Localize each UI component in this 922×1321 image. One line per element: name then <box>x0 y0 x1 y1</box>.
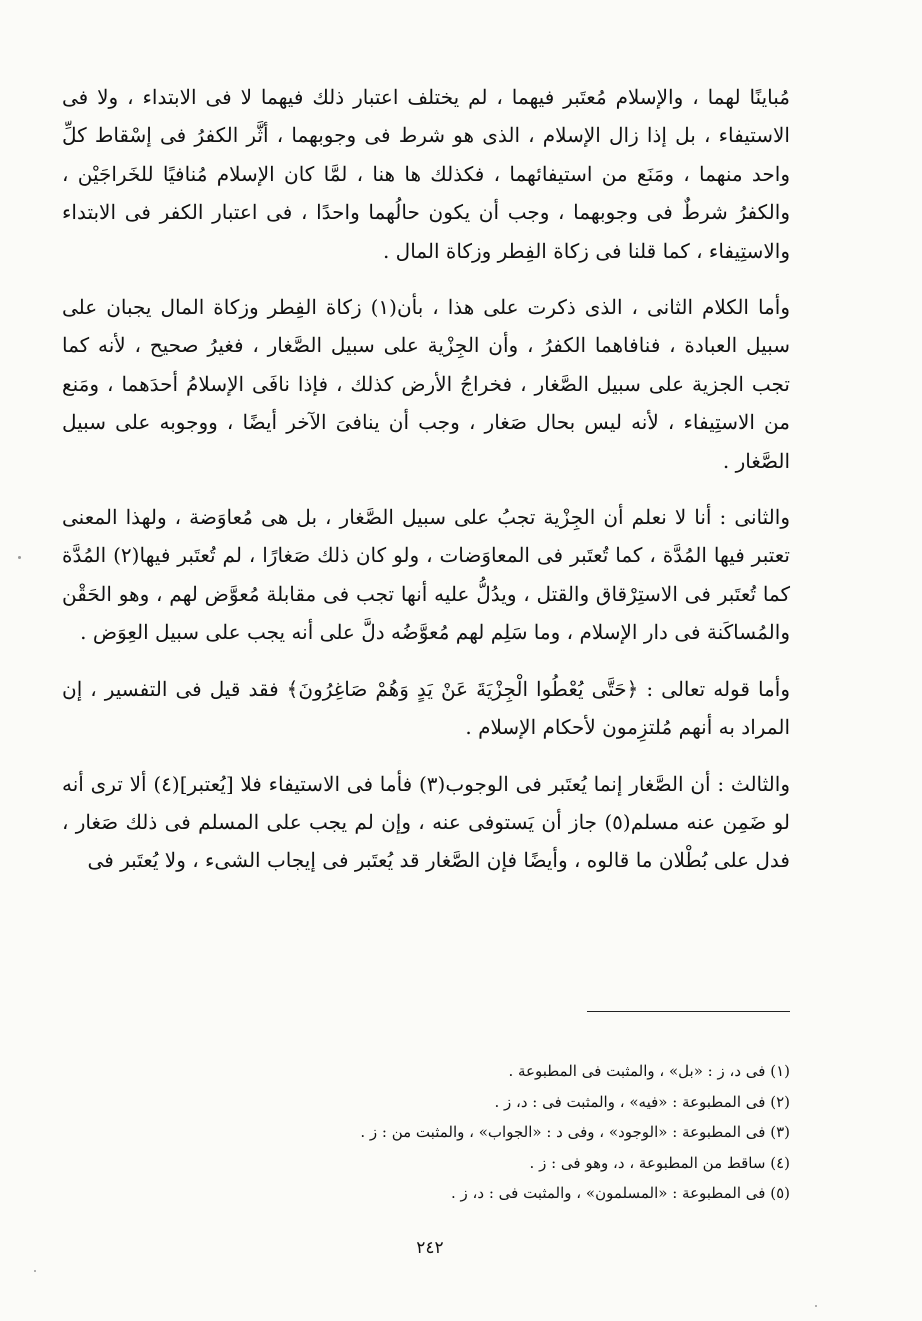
scan-speck <box>815 1305 817 1307</box>
page-number: ٢٤٢ <box>416 1238 444 1258</box>
footnotes <box>300 1056 790 1209</box>
footnote: (٣) فى المطبوعة : «الوجود» ، وفى د : «الجواب» ، والمثبت من : ز . <box>360 1123 790 1142</box>
footnote: (١) فى د، ز : «بل» ، والمثبت فى المطبوعة . <box>508 1062 790 1080</box>
scan-speck <box>34 1270 36 1272</box>
paragraph: والثالث : أن الصَّغار إنما يُعتَبر فى الوجوب(٣) فأما فى الاستيفاء فلا [يُعتبر](٤) ألا ترى أنه لو ضَمِن عنه مسلم(٥) جاز أن يَستوفى عنه ، وإن لم يجب على المسلم فى ذلك صَغار ، فدل على بُطْلان ما قالوه ، وأيضًا فإن الصَّغار قد يُعتَبر فى إيجاب الشىء ، ولا يُعتَبر فى <box>62 771 790 873</box>
footnote: (٢) فى المطبوعة : «فيه» ، والمثبت فى : د، ز . <box>494 1092 790 1111</box>
footnote-separator <box>587 1011 790 1012</box>
paragraph: وأما الكلام الثانى ، الذى ذكرت على هذا ، بأن(١) زكاة الفِطر وزكاة المال يجبان على سبيل العبادة ، فنافاهما الكفرُ ، وأن الجِزْية على سبيل الصَّغار ، فغيرُ صحيح ، لأنه كما تجب الجزية على سبيل الصَّغار ، فخراجُ الأرض كذلك ، فإذا نافَى الإسلامُ أحدَهما ، ومَنع من الاستِيفاء ، لأنه ليس بحال صَغار ، وجب أن ينافىَ الآخر أيضًا ، ووجوبه على سبيل الصَّغار . <box>62 295 790 473</box>
paragraph: مُباينًا لهما ، والإسلام مُعتَبر فيهما ، لم يختلف اعتبار ذلك فيهما لا فى الابتداء ، ولا فى الاستيفاء ، بل إذا زال الإسلام ، الذى هو شرط فى وجوبهما ، أثَّر الكفرُ فى إسْقاط كلِّ واحد منهما ، ومَنَع من استيفائهما ، فكذلك ها هنا ، لمَّا كان الإسلام مُنافيًا للخَراجَيْن ، والكفرُ شرطٌ فى وجوبهما ، وجب أن يكون حالُهما واحدًا ، فى اعتبار الكفر فى الابتداء والاستِيفاء ، كما قلنا فى زكاة الفِطر وزكاة المال . <box>62 85 790 263</box>
paragraph: والثانى : أنا لا نعلم أن الجِزْية تجبُ على سبيل الصَّغار ، بل هى مُعاوَضة ، ولهذا المعنى تعتبر فيها المُدَّة ، كما تُعتَبر فى المعاوَضات ، ولو كان ذلك صَغارًا ، لم تُعتَبر فيها(٢) المُدَّة كما تُعتَبر فى الاستِرْقاق والقتل ، ويدُلُّ عليه أنها تجب فى مقابلة مُعوَّض لهم ، وهو الحَقْن والمُساكَنة فى دار الإسلام ، وما سَلِم لهم مُعوَّضُه دلَّ على أنه يجب على سبيل العِوَض . <box>62 505 790 645</box>
body-text <box>62 78 790 890</box>
paragraph: وأما قوله تعالى : ﴿حَتَّى يُعْطُوا الْجِزْيَةَ عَنْ يَدٍ وَهُمْ صَاغِرُونَ﴾ فقد قيل فى التفسير ، إن المراد به أنهم مُلتزِمون لأحكام الإسلام . <box>62 676 790 740</box>
scan-speck <box>18 556 21 559</box>
footnote: (٤) ساقط من المطبوعة ، د، وهو فى : ز . <box>529 1153 790 1172</box>
footnote: (٥) فى المطبوعة : «المسلمون» ، والمثبت فى : د، ز . <box>450 1184 790 1203</box>
